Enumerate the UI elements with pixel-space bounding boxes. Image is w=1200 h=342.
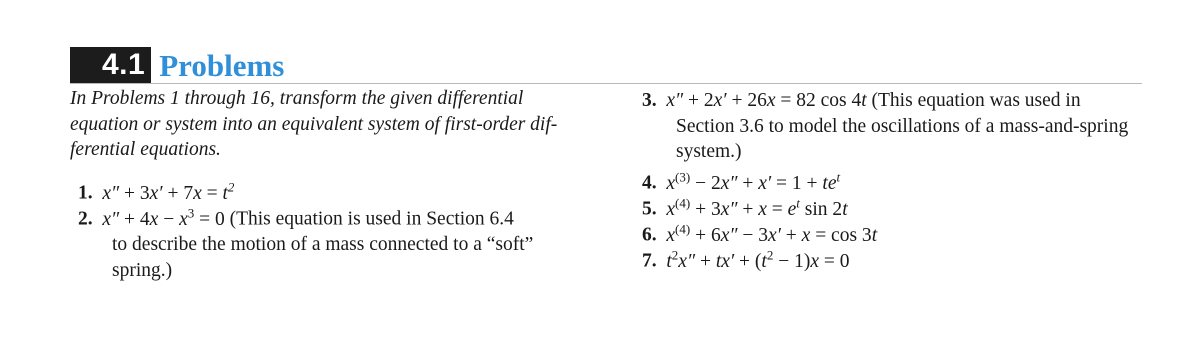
problem-2	[78, 200, 588, 283]
problem-note: spring.)	[112, 259, 173, 281]
problem-number: 5.	[642, 198, 657, 220]
problem-note: to describe the motion of a mass connected to a “soft”	[112, 234, 534, 255]
problem-number: 2.	[78, 208, 93, 230]
header-rule	[70, 83, 1142, 84]
problem-equation: $x'' + 4x - x^3 = 0$	[97, 205, 225, 230]
problem-note: (This equation is used in Section 6.4	[229, 208, 514, 230]
problem-3	[642, 88, 1152, 165]
problem-equation: x″ + 2x′ + 26x = 82 cos 4t	[661, 90, 867, 111]
section-number: 4.1	[70, 47, 151, 83]
problem-number: 7.	[642, 250, 657, 272]
problem-note: (This equation was used in	[871, 90, 1081, 111]
problem-equation: $t^2x'' + tx' + (t^2 - 1)x = 0$	[661, 247, 850, 272]
problem-number: 6.	[642, 224, 657, 246]
problem-equation: $x^{(3)} - 2x'' + x' = 1 + te^t$	[661, 169, 841, 194]
section-header	[70, 47, 284, 83]
problem-note: system.)	[676, 141, 742, 162]
problem-equation: $x^{(4)} + 6x'' - 3x' + x = \cos 3t$	[661, 221, 878, 246]
section-title: Problems	[159, 48, 285, 83]
problem-7	[642, 242, 1152, 274]
problem-equation: $x^{(4)} + 3x'' + x = e^t$ sin 2t	[661, 195, 848, 220]
instructions-text: In Problems 1 through 16, transform the given differential equation or system into an equivalent system of first-order dif- ferential equations.	[70, 88, 558, 160]
problem-number: 3.	[642, 90, 657, 111]
problem-number: 4.	[642, 172, 657, 194]
problem-equation: $x'' + 3x' + 7x = t^2$	[97, 179, 235, 204]
problem-note: Section 3.6 to model the oscillations of a mass-and-spring	[676, 115, 1129, 137]
problem-number: 1.	[78, 182, 93, 204]
instructions	[70, 86, 582, 163]
